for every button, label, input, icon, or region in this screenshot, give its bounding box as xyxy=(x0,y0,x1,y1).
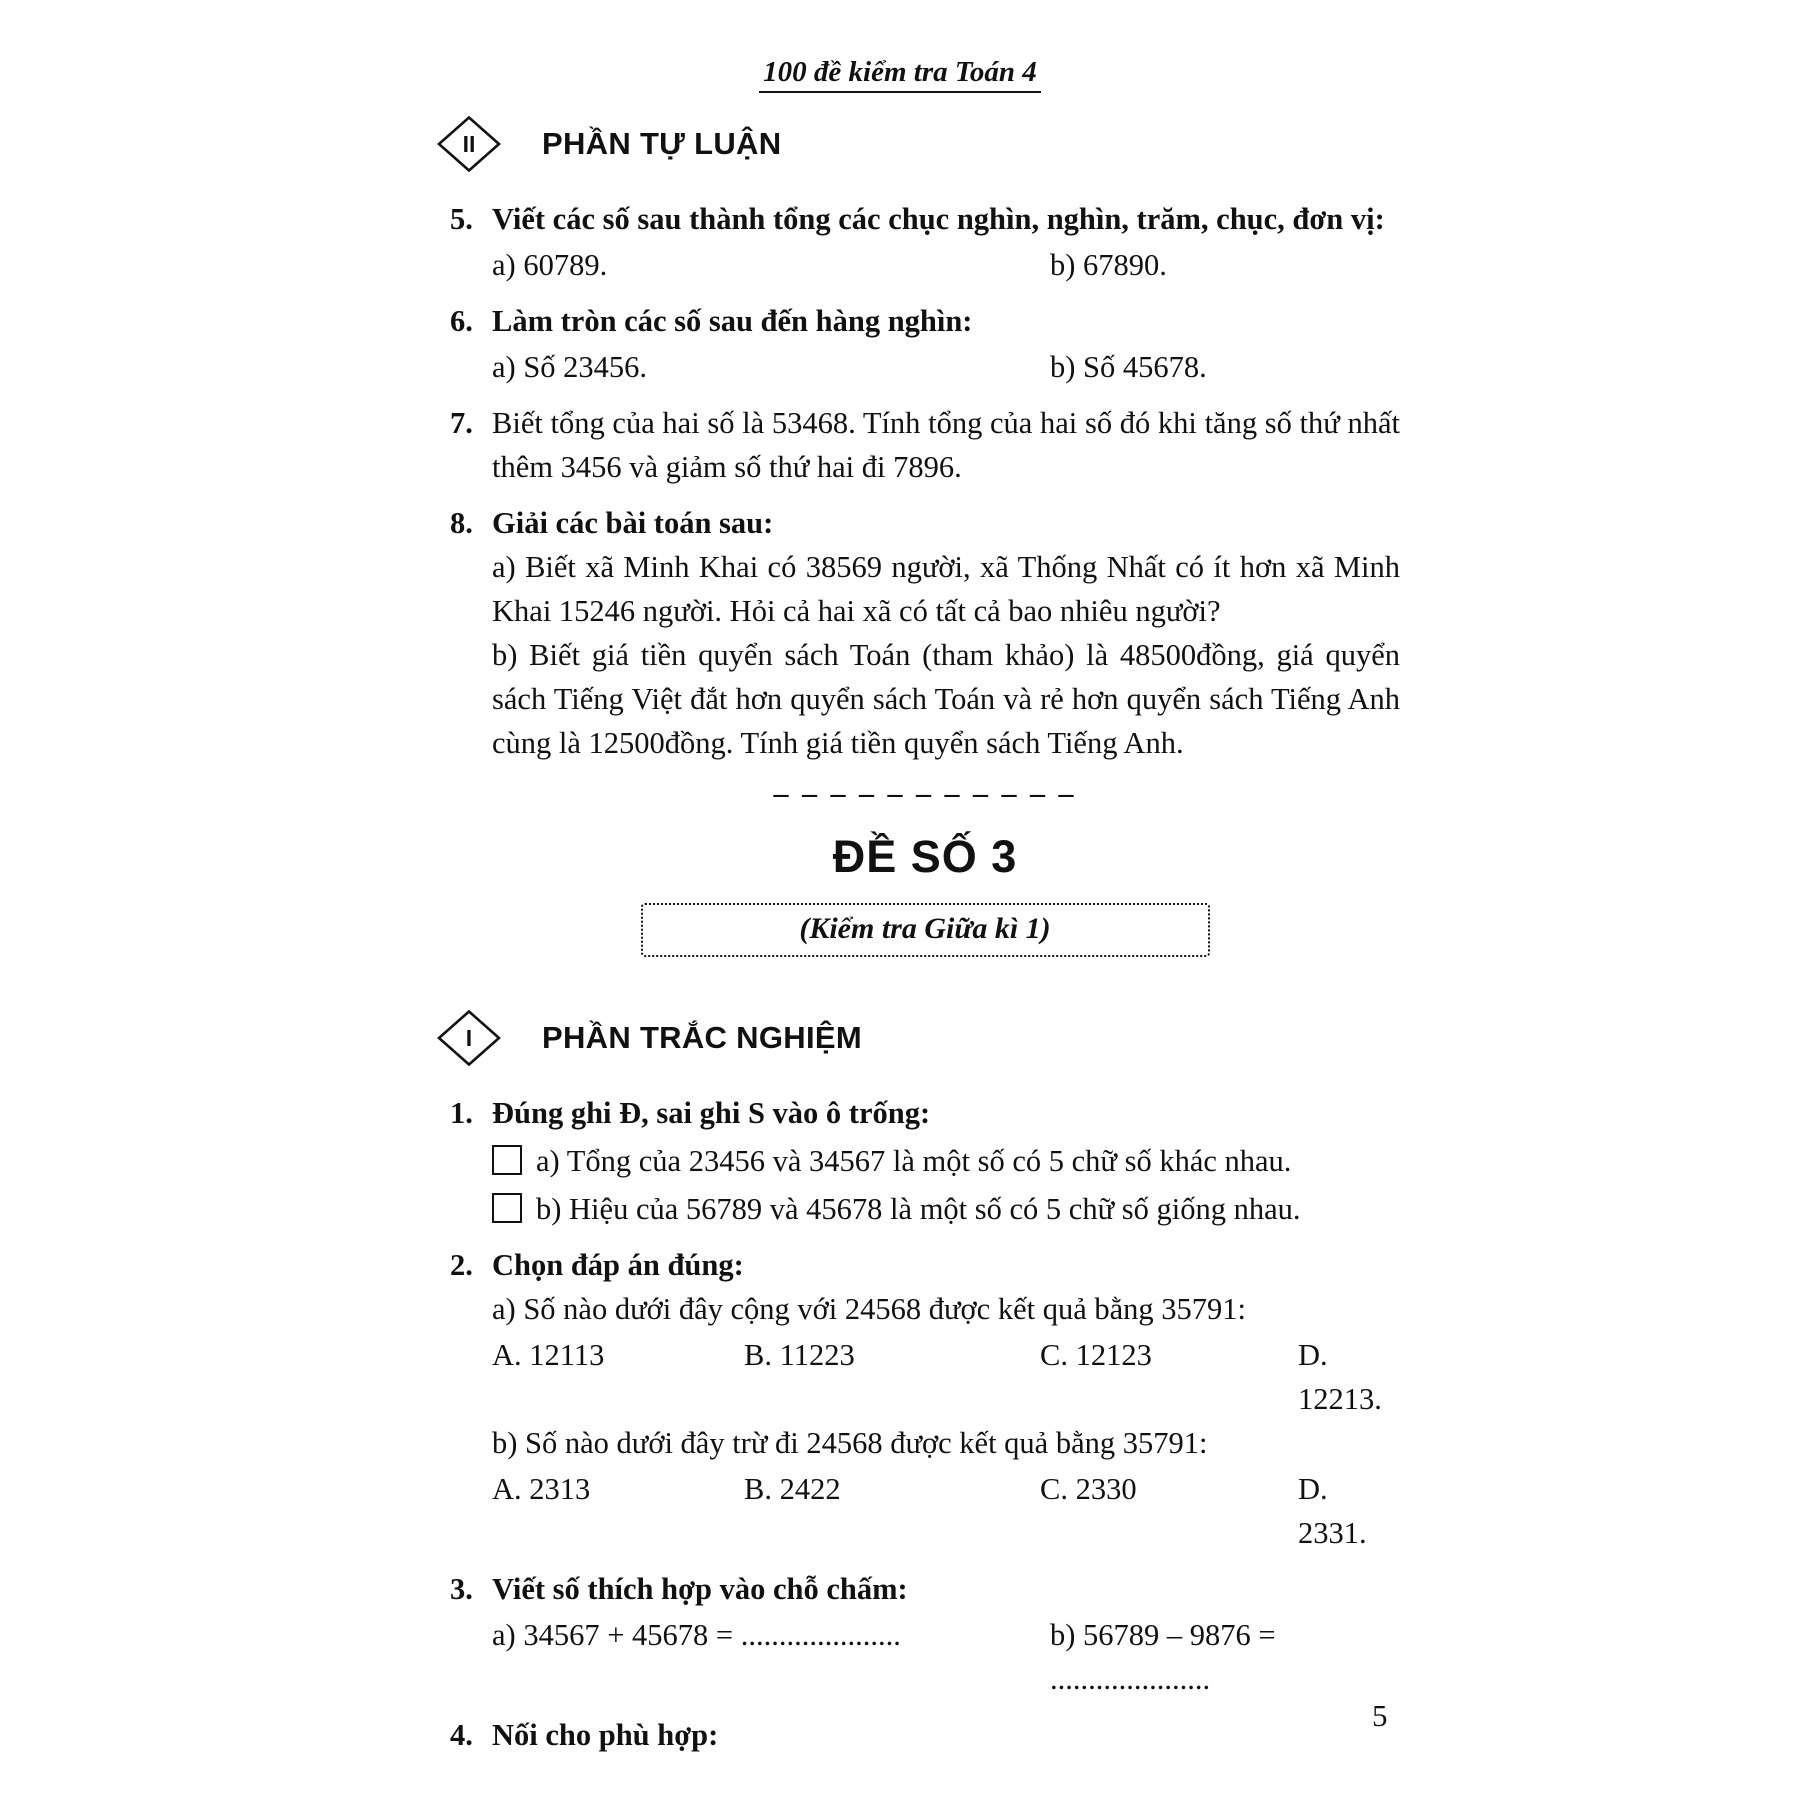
question-5-title: Viết các số sau thành tổng các chục nghìn, nghìn, trăm, chục, đơn vị: xyxy=(492,202,1385,236)
question-6-part-b: b) Số 45678. xyxy=(1050,350,1207,384)
question-1-line-a xyxy=(492,1139,1400,1183)
question-1-line-b xyxy=(492,1187,1400,1231)
question-6-answers xyxy=(492,345,1400,389)
question-3 xyxy=(450,1567,1400,1701)
question-4 xyxy=(450,1713,1400,1757)
page-content xyxy=(450,115,1400,1757)
option-d: D. 12213. xyxy=(1298,1338,1382,1416)
question-6-number: 6. xyxy=(450,304,473,338)
question-5-number: 5. xyxy=(450,202,473,236)
question-4-number: 4. xyxy=(450,1718,473,1752)
question-5-answers xyxy=(492,243,1400,287)
option-d: D. 2331. xyxy=(1298,1472,1367,1550)
question-2-part-a: a) Số nào dưới đây cộng với 24568 được kết quả bằng 35791: xyxy=(492,1292,1247,1326)
question-6 xyxy=(450,299,1400,389)
test-title: ĐỀ SỐ 3 xyxy=(832,831,1018,882)
question-3-title: Viết số thích hợp vào chỗ chấm: xyxy=(492,1572,908,1606)
book-title: 100 đề kiểm tra Toán 4 xyxy=(759,56,1041,93)
option-c: C. 2330 xyxy=(1040,1472,1137,1506)
question-2a-options xyxy=(492,1333,1400,1421)
question-8-part-b: b) Biết giá tiền quyển sách Toán (tham khảo) là 48500đồng, giá quyển sách Tiếng Việt đắt hơn quyển sách Toán và rẻ hơn quyển sách Tiếng Anh cùng là 12500đồng. Tính giá tiền quyển sách Tiếng Anh. xyxy=(492,638,1400,760)
option-c: C. 12123 xyxy=(1040,1338,1152,1372)
option-a: A. 2313 xyxy=(492,1472,591,1506)
question-1-part-a: a) Tổng của 23456 và 34567 là một số có 5 chữ số khác nhau. xyxy=(536,1144,1292,1178)
section-marker-label: II xyxy=(462,130,476,157)
question-8 xyxy=(450,501,1400,765)
question-1-number: 1. xyxy=(450,1096,473,1130)
question-1 xyxy=(450,1091,1400,1231)
option-a: A. 12113 xyxy=(492,1338,605,1372)
section-separator: – – – – – – – – – – – xyxy=(773,777,1077,810)
essay-section-heading xyxy=(436,115,1400,173)
question-8-part-a: a) Biết xã Minh Khai có 38569 người, xã Thống Nhất có ít hơn xã Minh Khai 15246 người. Hỏi cả hai xã có tất cả bao nhiêu người? xyxy=(492,550,1400,628)
answer-checkbox xyxy=(492,1145,522,1175)
question-3-part-a: a) 34567 + 45678 = ..................... xyxy=(492,1618,901,1652)
question-5 xyxy=(450,197,1400,287)
essay-section-title: PHẦN TỰ LUẬN xyxy=(542,126,782,161)
section-marker xyxy=(436,115,502,173)
question-5-part-b: b) 67890. xyxy=(1050,248,1167,282)
question-2 xyxy=(450,1243,1400,1555)
question-3-number: 3. xyxy=(450,1572,473,1606)
question-5-part-a: a) 60789. xyxy=(492,248,608,282)
question-2-number: 2. xyxy=(450,1248,473,1282)
answer-checkbox xyxy=(492,1193,522,1223)
mc-section-title: PHẦN TRẮC NGHIỆM xyxy=(542,1020,862,1055)
question-6-part-a: a) Số 23456. xyxy=(492,350,648,384)
question-6-title: Làm tròn các số sau đến hàng nghìn: xyxy=(492,304,973,338)
question-2-part-b: b) Số nào dưới đây trừ đi 24568 được kết quả bằng 35791: xyxy=(492,1426,1208,1460)
mc-section-heading xyxy=(436,1009,1400,1067)
test-subtitle-box xyxy=(641,903,1210,957)
question-1-part-b: b) Hiệu của 56789 và 45678 là một số có 5 chữ số giống nhau. xyxy=(536,1192,1301,1226)
page-number: 5 xyxy=(1372,1698,1388,1733)
question-1-title: Đúng ghi Đ, sai ghi S vào ô trống: xyxy=(492,1096,931,1130)
question-7-number: 7. xyxy=(450,406,473,440)
section-marker xyxy=(436,1009,502,1067)
question-7 xyxy=(450,401,1400,489)
question-7-text: Biết tổng của hai số là 53468. Tính tổng của hai số đó khi tăng số thứ nhất thêm 3456 và giảm số thứ hai đi 7896. xyxy=(492,406,1400,484)
question-2b-options xyxy=(492,1467,1400,1555)
option-b: B. 11223 xyxy=(744,1338,855,1372)
question-2-title: Chọn đáp án đúng: xyxy=(492,1248,744,1282)
question-3-answers xyxy=(492,1613,1400,1701)
test-subtitle: (Kiểm tra Giữa kì 1) xyxy=(799,912,1051,945)
page-header xyxy=(0,0,1800,89)
question-8-number: 8. xyxy=(450,506,473,540)
section-marker-label: I xyxy=(465,1024,473,1051)
option-b: B. 2422 xyxy=(744,1472,841,1506)
question-8-title: Giải các bài toán sau: xyxy=(492,506,774,540)
question-4-title: Nối cho phù hợp: xyxy=(492,1718,719,1752)
question-3-part-b: b) 56789 – 9876 = ..................... xyxy=(1050,1618,1276,1696)
